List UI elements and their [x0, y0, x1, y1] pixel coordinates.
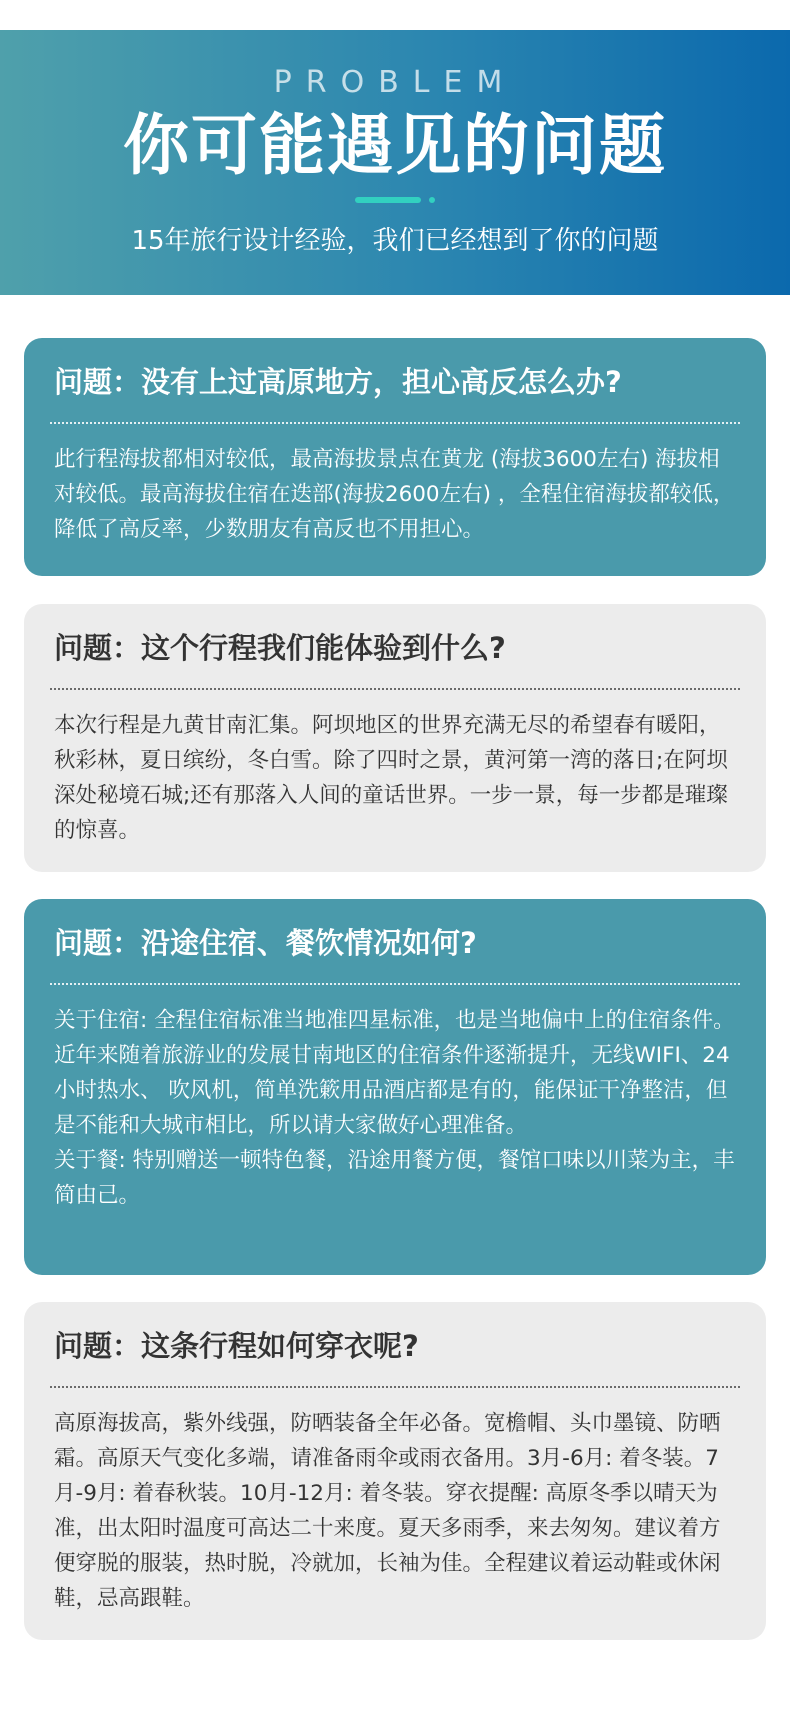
faq-answer-paragraph: 高原海拔高，紫外线强，防晒装备全年必备。宽檐帽、头巾墨镜、防晒霜。高原天气变化多端，请准备雨伞或雨衣备用。3月-6月: 着冬装。7月-9月: 着春秋装。10月-12月: 着冬装。穿衣提醒: 高原冬季以晴天为准，出太阳时温度可高达二十来度。夏天多雨季，来去匆匆。建议着方便穿脱的服装，热时脱，冷就加，长袖为佳。全程建议着运动鞋或休闲鞋，忌高跟鞋。	[54, 1410, 721, 1611]
faq-question: 问题：沿途住宿、餐饮情况如何?	[54, 926, 477, 960]
faq-answer	[54, 442, 736, 547]
dotted-divider	[50, 422, 740, 424]
faq-question: 问题：这个行程我们能体验到什么?	[54, 631, 506, 665]
page-title: 你可能遇见的问题	[123, 107, 667, 184]
dotted-divider	[50, 983, 740, 985]
underline-bar	[355, 197, 421, 203]
faq-answer	[54, 1003, 736, 1213]
faq-answer-paragraph: 此行程海拔都相对较低，最高海拔景点在黄龙 (海拔3600左右) 海拔相对较低。最高海拔住宿在迭部(海拔2600左右) ，全程住宿海拔都较低，降低了高反率，少数朋友有高反也不用担心。	[54, 446, 735, 542]
faq-answer	[54, 708, 736, 848]
faq-card-clothing	[24, 1302, 766, 1640]
eyebrow-text: PROBLEM	[273, 65, 517, 100]
faq-answer-paragraph: 本次行程是九黄甘南汇集。阿坝地区的世界充满无尽的希望春有暖阳，秋彩林，夏日缤纷，冬白雪。除了四时之景，黄河第一湾的落日;在阿坝深处秘境石城;还有那落入人间的童话世界。一步一景，每一步都是璀璨的惊喜。	[54, 712, 728, 843]
faq-answer-paragraph: 关于住宿: 全程住宿标准当地准四星标准，也是当地偏中上的住宿条件。近年来随着旅游业的发展甘南地区的住宿条件逐渐提升，无线WIFI、24小时热水、 吹风机，简单洗簌用品酒店都是有的，能保证干净整洁，但是不能和大城市相比，所以请大家做好心理准备。	[54, 1007, 735, 1138]
faq-card-lodging-dining	[24, 899, 766, 1275]
faq-answer	[54, 1406, 736, 1616]
faq-answer-paragraph: 关于餐: 特别赠送一顿特色餐，沿途用餐方便，餐馆口味以川菜为主，丰简由己。	[54, 1147, 735, 1208]
header-banner	[0, 30, 790, 295]
faq-question: 问题：没有上过高原地方，担心高反怎么办?	[54, 365, 622, 399]
dotted-divider	[50, 688, 740, 690]
faq-card-experience	[24, 604, 766, 872]
dotted-divider	[50, 1386, 740, 1388]
underline-dot	[429, 197, 435, 203]
page-subtitle: 15年旅行设计经验，我们已经想到了你的问题	[131, 226, 659, 256]
faq-card-altitude	[24, 338, 766, 576]
title-underline-decoration	[355, 197, 435, 203]
faq-question: 问题：这条行程如何穿衣呢?	[54, 1329, 419, 1363]
